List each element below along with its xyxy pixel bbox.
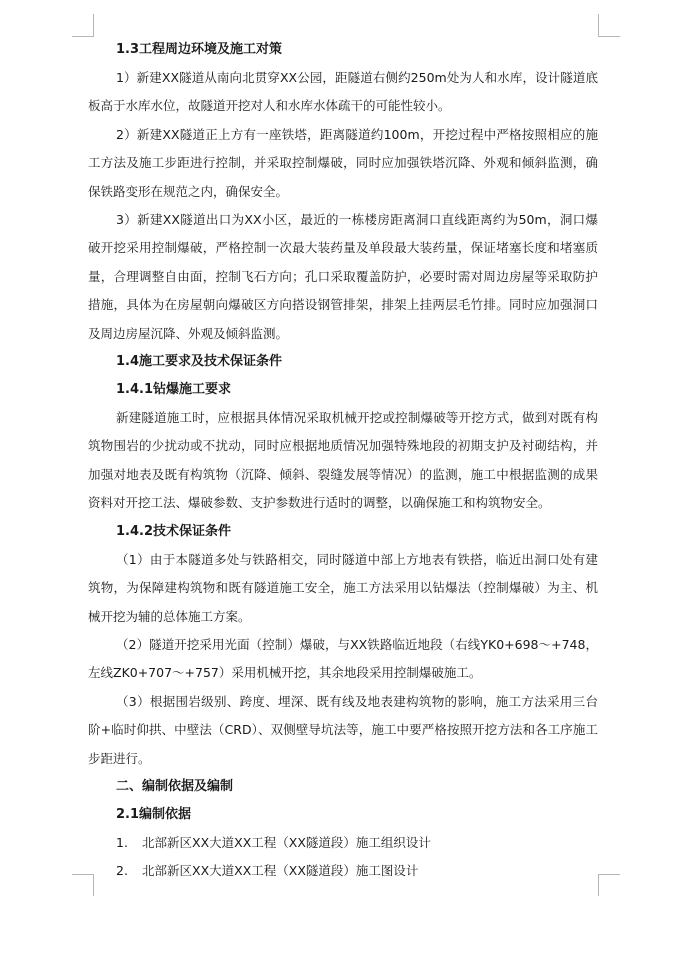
section-heading-1-4-2: 1.4.2技术保证条件 <box>116 523 232 539</box>
list-item-text: 北部新区XX大道XX工程（XX隧道段）施工组织设计 <box>142 834 431 850</box>
section-heading-2: 二、编制依据及编制 <box>116 778 234 794</box>
paragraph-environment-3: 3）新建XX隧道出口为XX小区，最近的一栋楼房距离洞口直线距离约为50m，洞口爆破开挖采用控制爆破，严格控制一次最大装药量及单段最大装药量，保证堵塞长度和堵塞质量，合理调整自由面，控制飞石方向；孔口采取覆盖防护，必要时需对周边房屋等采取防护措施，具体为在房屋朝向爆破区方向搭设钢管排架，排架上挂两层毛竹排。同时应加强洞口及周边房屋沉降、外观及倾斜监测。 <box>88 212 598 341</box>
paragraph-guarantee-1: （1）由于本隧道多处与铁路相交，同时隧道中部上方地表有铁搭，临近出洞口处有建筑物，为保障建构筑物和既有隧道施工安全，施工方法采用以钻爆法（控制爆破）为主、机械开挖为辅的总体施工方案。 <box>88 551 598 624</box>
list-item <box>88 857 598 885</box>
section-heading-1-4: 1.4施工要求及技术保证条件 <box>116 354 283 370</box>
list-item-text: 北部新区XX大道XX工程（XX隧道段）施工图设计 <box>142 862 419 878</box>
list-item-number: 1. <box>116 834 128 850</box>
paragraph-environment-2: 2）新建XX隧道正上方有一座铁塔，距离隧道约100m，开挖过程中严格按照相应的施工方法及施工步距进行控制，并采取控制爆破，同时应加强铁塔沉降、外观和倾斜监测，确保铁路变形在规范之内，确保安全。 <box>88 126 598 199</box>
crop-mark-bottom-right-horizontal <box>598 874 620 875</box>
section-heading-2-1: 2.1编制依据 <box>116 806 192 822</box>
crop-mark-top-right-vertical <box>598 14 599 36</box>
list-item-number: 2. <box>116 862 128 878</box>
paragraph-environment-1: 1）新建XX隧道从南向北贯穿XX公园，距隧道右侧约250m处为人和水库，设计隧道底板高于水库水位，故隧道开挖对人和水库水体疏干的可能性较小。 <box>88 70 598 114</box>
list-item <box>88 829 598 857</box>
document-body <box>88 36 598 885</box>
paragraph-guarantee-2: （2）隧道开挖采用光面（控制）爆破，与XX铁路临近地段（右线YK0+698～+748，左线ZK0+707～+757）采用机械开挖，其余地段采用控制爆破施工。 <box>88 636 598 681</box>
paragraph-guarantee-3: （3）根据围岩级别、跨度、埋深、既有线及地表建构筑物的影响，施工方法采用三台阶+临时仰拱、中壁法（CRD）、双侧壁导坑法等，施工中要严格按照开挖方法和各工序施工步距进行。 <box>88 693 598 766</box>
crop-mark-top-left-vertical <box>93 14 94 36</box>
section-heading-1-3: 1.3工程周边环境及施工对策 <box>116 42 283 57</box>
crop-mark-bottom-right-vertical <box>598 874 599 896</box>
section-heading-1-4-1: 1.4.1钻爆施工要求 <box>116 382 232 398</box>
paragraph-drilling-requirements: 新建隧道施工时，应根据具体情况采取机械开挖或控制爆破等开挖方式，做到对既有构筑物围岩的少扰动或不扰动，同时应根据地质情况加强特殊地段的初期支护及衬砌结构，并加强对地表及既有构筑物（沉降、倾斜、裂缝发展等情况）的监测，施工中根据监测的成果资料对开挖工法、爆破参数、支护参数进行适时的调整，以确保施工和构筑物安全。 <box>88 410 598 511</box>
crop-mark-top-right-horizontal <box>598 36 620 37</box>
